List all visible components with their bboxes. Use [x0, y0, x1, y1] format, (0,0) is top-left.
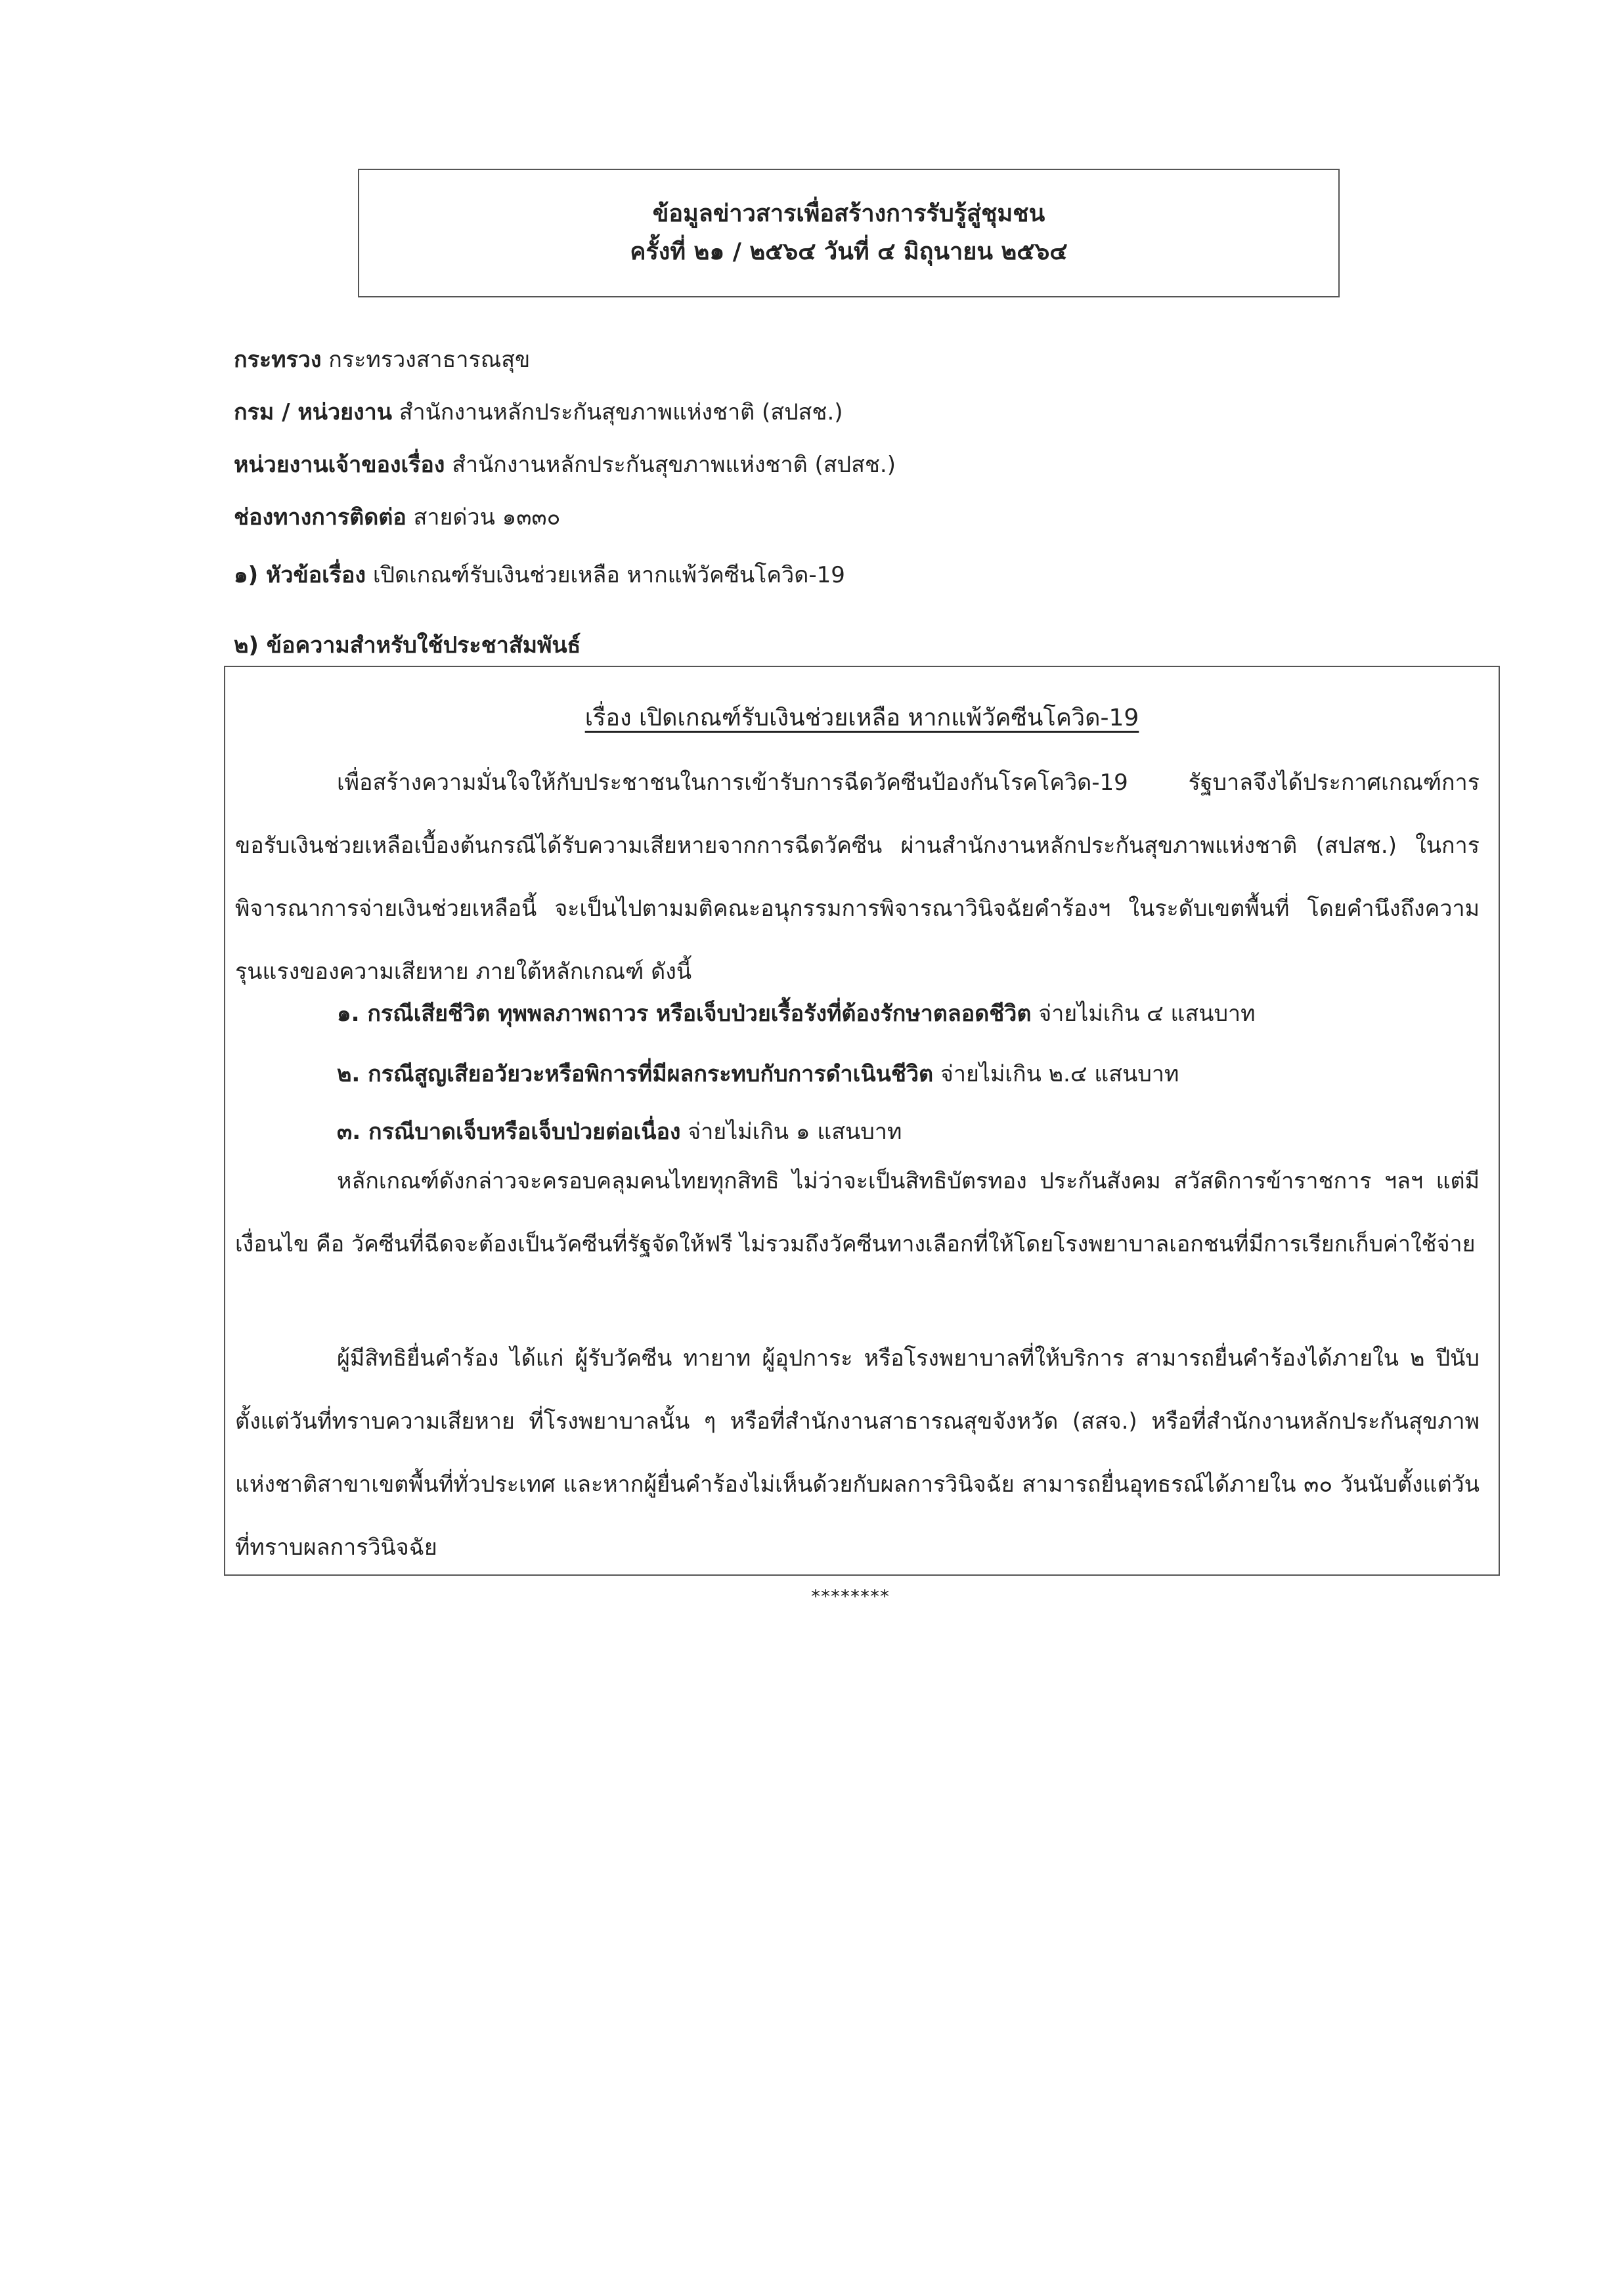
paragraph-coverage — [235, 1150, 1480, 1276]
press-release-box — [224, 666, 1500, 1576]
meta-ministry-label: กระทรวง — [234, 347, 322, 373]
meta-owner — [234, 446, 896, 482]
meta-topic-value: เปิดเกณฑ์รับเงินช่วยเหลือ หากแพ้วัคซีนโควิด-19 — [372, 562, 845, 588]
meta-owner-value: สำนักงานหลักประกันสุขภาพแห่งชาติ (สปสช.) — [452, 452, 896, 478]
meta-message-label: ๒) ข้อความสำหรับใช้ประชาสัมพันธ์ — [234, 632, 581, 659]
meta-topic — [234, 557, 845, 592]
meta-owner-label: หน่วยงานเจ้าของเรื่อง — [234, 452, 445, 478]
document-header-box — [358, 169, 1340, 297]
criteria-item-2-case: ๒. กรณีสูญเสียอวัยวะหรือพิการที่มีผลกระทบกับการดำเนินชีวิต — [337, 1061, 934, 1087]
meta-message — [234, 627, 581, 662]
meta-contact — [234, 499, 560, 534]
meta-department — [234, 394, 843, 429]
meta-ministry-value: กระทรวงสาธารณสุข — [328, 347, 531, 373]
paragraph-claims — [235, 1327, 1480, 1579]
criteria-item-3-case: ๓. กรณีบาดเจ็บหรือเจ็บป่วยต่อเนื่อง — [337, 1119, 681, 1145]
meta-department-label: กรม / หน่วยงาน — [234, 399, 392, 425]
criteria-item-3-amount: จ่ายไม่เกิน ๑ แสนบาท — [680, 1119, 902, 1145]
criteria-item-1 — [337, 995, 1256, 1031]
paragraph-coverage-text: หลักเกณฑ์ดังกล่าวจะครอบคลุมคนไทยทุกสิทธิ ไม่ว่าจะเป็นสิทธิบัตรทอง ประกันสังคม สวัสดิการข้าราชการ ฯลฯ แต่มีเงื่อนไข คือ วัคซีนที่ฉีดจะต้องเป็นวัคซีนที่รัฐจัดให้ฟรี ไม่รวมถึงวัคซีนทางเลือกที่ให้โดยโรงพยาบาลเอกชนที่มีการเรียกเก็บค่าใช้จ่าย — [235, 1168, 1480, 1257]
criteria-item-2-amount: จ่ายไม่เกิน ๒.๔ แสนบาท — [933, 1061, 1179, 1087]
criteria-item-3 — [337, 1114, 902, 1149]
header-issue-date: ครั้งที่ ๒๑ / ๒๕๖๔ วันที่ ๔ มิถุนายน ๒๕๖๔ — [630, 238, 1068, 265]
paragraph-intro — [235, 751, 1480, 1003]
criteria-item-1-amount: จ่ายไม่เกิน ๔ แสนบาท — [1031, 1001, 1256, 1027]
meta-department-value: สำนักงานหลักประกันสุขภาพแห่งชาติ (สปสช.) — [399, 399, 843, 425]
end-of-document-marker: ******** — [811, 1586, 890, 1607]
criteria-item-1-case: ๑. กรณีเสียชีวิต ทุพพลภาพถาวร หรือเจ็บป่วยเรื้อรังที่ต้องรักษาตลอดชีวิต — [337, 1001, 1032, 1027]
paragraph-intro-text: เพื่อสร้างความมั่นใจให้กับประชาชนในการเข้ารับการฉีดวัคซีนป้องกันโรคโควิด-19 รัฐบาลจึงได้ประกาศเกณฑ์การขอรับเงินช่วยเหลือเบื้องต้นกรณีได้รับความเสียหายจากการฉีดวัคซีน ผ่านสำนักงานหลักประกันสุขภาพแห่งชาติ (สปสช.) ในการพิจารณาการจ่ายเงินช่วยเหลือนี้ จะเป็นไปตามมติคณะอนุกรรมการพิจารณาวินิจฉัยคำร้องฯ ในระดับเขตพื้นที่ โดยคำนึงถึงความรุนแรงของความเสียหาย ภายใต้หลักเกณฑ์ ดังนี้ — [235, 769, 1480, 985]
meta-ministry — [234, 341, 530, 377]
press-release-title — [225, 699, 1499, 736]
meta-contact-label: ช่องทางการติดต่อ — [234, 504, 406, 531]
criteria-item-2 — [337, 1056, 1179, 1091]
press-release-title-text: เรื่อง เปิดเกณฑ์รับเงินช่วยเหลือ หากแพ้วัคซีนโควิด-19 — [584, 704, 1139, 731]
meta-contact-value: สายด่วน ๑๓๓๐ — [413, 504, 561, 531]
meta-topic-label: ๑) หัวข้อเรื่อง — [234, 562, 366, 588]
header-title: ข้อมูลข่าวสารเพื่อสร้างการรับรู้สู่ชุมชน — [652, 200, 1045, 227]
paragraph-claims-text: ผู้มีสิทธิยื่นคำร้อง ได้แก่ ผู้รับวัคซีน ทายาท ผู้อุปการะ หรือโรงพยาบาลที่ให้บริการ สามารถยื่นคำร้องได้ภายใน ๒ ปีนับตั้งแต่วันที่ทราบความเสียหาย ที่โรงพยาบาลนั้น ๆ หรือที่สำนักงานสาธารณสุขจังหวัด (สสจ.) หรือที่สำนักงานหลักประกันสุขภาพแห่งชาติสาขาเขตพื้นที่ทั่วประเทศ และหากผู้ยื่นคำร้องไม่เห็นด้วยกับผลการวินิจฉัย สามารถยื่นอุทธรณ์ได้ภายใน ๓๐ วันนับตั้งแต่วันที่ทราบผลการวินิจฉัย — [235, 1345, 1480, 1561]
